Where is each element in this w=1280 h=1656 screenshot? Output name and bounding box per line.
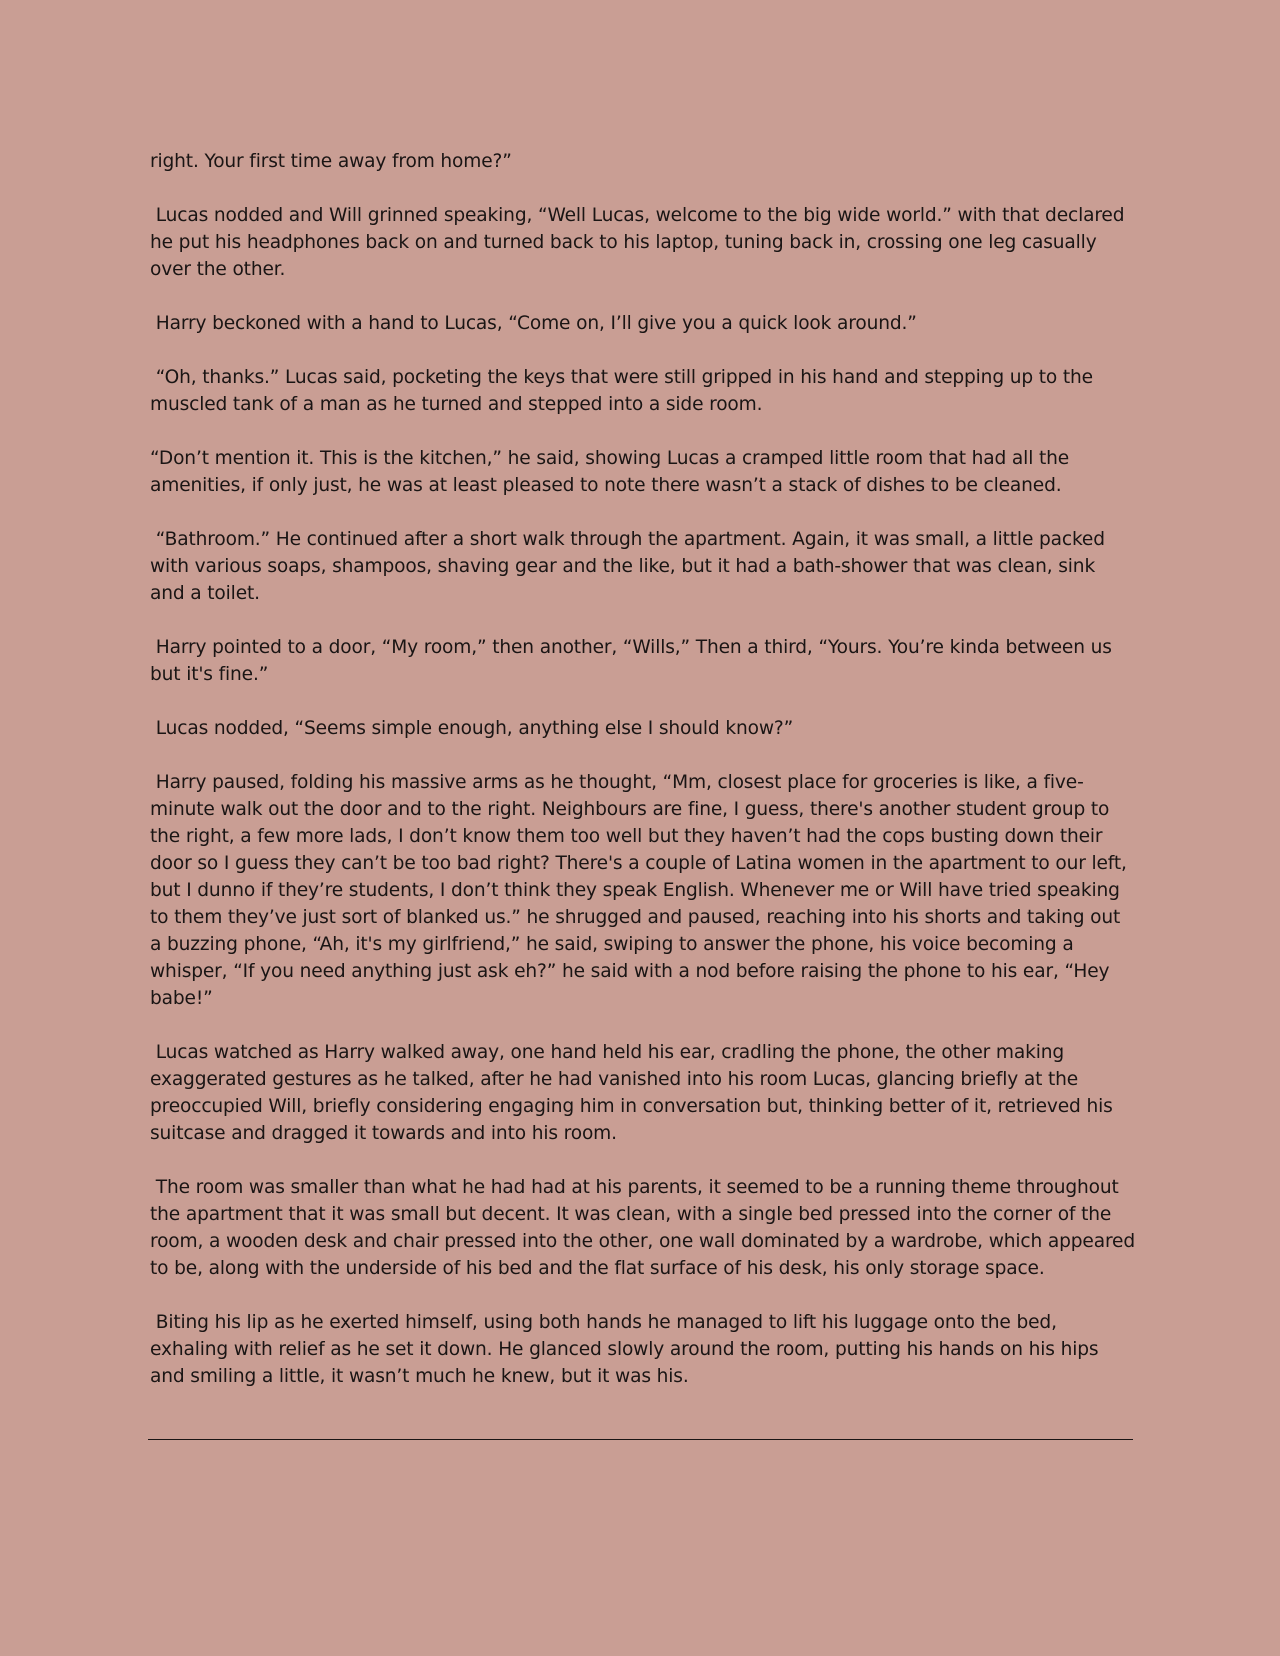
- paragraph-1: right. Your first time away from home?”: [150, 151, 512, 172]
- paragraph-12: Biting his lip as he exerted himself, using both hands he managed to lift his luggage onto the bed, exhaling with relief as he set it down. He glanced slowly around the room, putting his hands on his hips and smiling a little, it wasn’t much he knew, but it was his.: [150, 1312, 1105, 1387]
- paragraph-8: Lucas nodded, “Seems simple enough, anything else I should know?”: [150, 718, 794, 739]
- paragraph-3: Harry beckoned with a hand to Lucas, “Come on, I’ll give you a quick look around.”: [150, 313, 917, 334]
- paragraph-6: “Bathroom.” He continued after a short walk through the apartment. Again, it was small, a little packed with various soaps, shampoos, shaving gear and the like, but it had a bath-shower that was clean, sink and a toilet.: [150, 529, 1111, 604]
- paragraph-11: The room was smaller than what he had had at his parents, it seemed to be a running theme throughout the apartment that it was small but decent. It was clean, with a single bed pressed into the corner of the room, a wooden desk and chair pressed into the other, one wall dominated by a wardrobe, which appeared to be, along with the underside of his bed and the flat surface of his desk, his only storage space.: [150, 1177, 1141, 1279]
- paragraph-2: Lucas nodded and Will grinned speaking, “Well Lucas, welcome to the big wide world.” with that declared he put his headphones back on and turned back to his laptop, tuning back in, crossing one leg casually over the other.: [150, 205, 1131, 280]
- section-divider: [148, 1439, 1133, 1440]
- paragraph-5: “Don’t mention it. This is the kitchen,” he said, showing Lucas a cramped little room that had all the amenities, if only just, he was at least pleased to note there wasn’t a stack of dishes to be cleaned.: [150, 448, 1075, 496]
- paragraph-7: Harry pointed to a door, “My room,” then another, “Wills,” Then a third, “Yours. You’re kinda between us but it's fine.”: [150, 637, 1118, 685]
- paragraph-4: “Oh, thanks.” Lucas said, pocketing the keys that were still gripped in his hand and stepping up to the muscled tank of a man as he turned and stepped into a side room.: [150, 367, 1099, 415]
- body-text: [150, 148, 1141, 1390]
- paragraph-9: Harry paused, folding his massive arms as he thought, “Mm, closest place for groceries is like, a five-minute walk out the door and to the right. Neighbours are fine, I guess, there's another student group to the right, a few more lads, I don’t know them too well but they haven’t had the cops busting down their door so I guess they can’t be too bad right? There's a couple of Latina women in the apartment to our left, but I dunno if they’re students, I don’t think they speak English. Whenever me or Will have tried speaking to them they’ve just sort of blanked us.” he shrugged and paused, reaching into his shorts and taking out a buzzing phone, “Ah, it's my girlfriend,” he said, swiping to answer the phone, his voice becoming a whisper, “If you need anything just ask eh?” he said with a nod before raising the phone to his ear, “Hey babe!”: [150, 772, 1133, 1009]
- paragraph-10: Lucas watched as Harry walked away, one hand held his ear, cradling the phone, the other making exaggerated gestures as he talked, after he had vanished into his room Lucas, glancing briefly at the preoccupied Will, briefly considering engaging him in conversation but, thinking better of it, retrieved his suitcase and dragged it towards and into his room.: [150, 1042, 1119, 1144]
